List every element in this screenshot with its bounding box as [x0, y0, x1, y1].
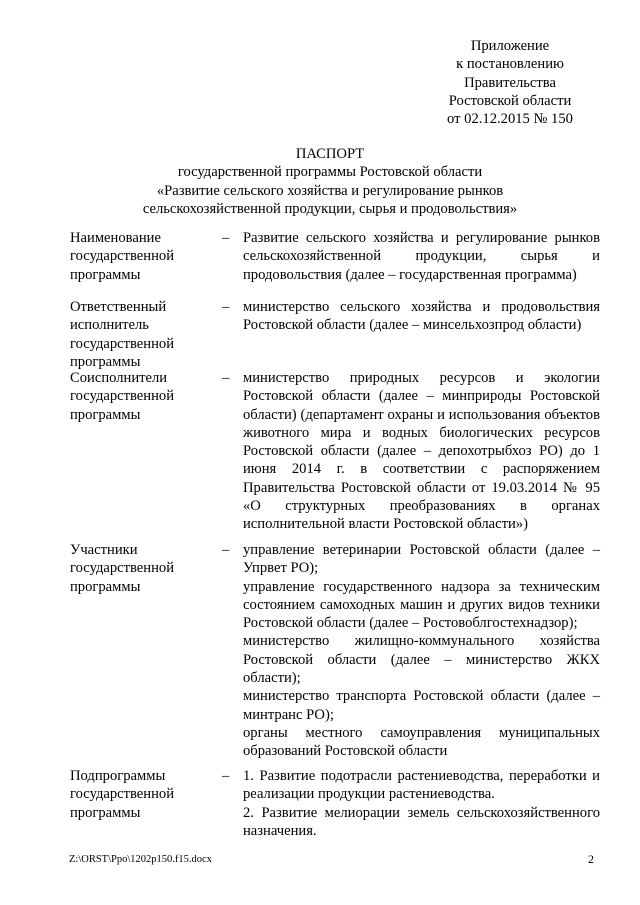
row-label-line: государственной	[70, 560, 175, 577]
appendix-header	[420, 37, 600, 128]
row-label	[70, 369, 220, 424]
row-paragraph: министерство жилищно-коммунального хозяйства Ростовской области (далее – министерство ЖКХ области);	[243, 633, 600, 687]
row-content	[243, 229, 600, 284]
row-label-line: исполнитель	[70, 317, 149, 334]
row-label-line: программы	[70, 406, 141, 423]
appendix-line: от 02.12.2015 № 150	[447, 111, 573, 128]
row-content	[243, 541, 600, 761]
row-label-line: программы	[70, 353, 141, 370]
row-paragraph: 1. Развитие подотрасли растениеводства, переработки и реализации продукции растениеводства.	[243, 768, 600, 803]
row-paragraph: 2. Развитие мелиорации земель сельскохозяйственного назначения.	[243, 804, 600, 839]
row-label-line: программы	[70, 578, 141, 595]
row-label-line: Наименование	[70, 230, 161, 246]
row-label-line: Участники	[70, 542, 138, 558]
row-label-line: государственной	[70, 335, 175, 352]
footer-file-path: Z:\ORST\Ppo\1202p150.f15.docx	[69, 854, 212, 865]
document-title	[60, 145, 600, 218]
row-paragraph: органы местного самоуправления муниципальных образований Ростовской области	[243, 724, 600, 760]
title-heading: ПАСПОРТ	[295, 146, 365, 162]
row-paragraph: управление государственного надзора за техническим состоянием самоходных машин и других видов техники Ростовской области (далее – Ростовоблгостехнадзор);	[243, 578, 600, 632]
row-label	[70, 541, 220, 596]
title-line: «Развитие сельского хозяйства и регулирование рынков	[156, 182, 504, 199]
row-label	[70, 298, 220, 371]
row-label	[70, 229, 220, 284]
row-content	[243, 369, 600, 534]
row-label-line: государственной	[70, 786, 175, 803]
page-number: 2	[588, 852, 594, 866]
row-dash: –	[222, 542, 230, 558]
appendix-line: Приложение	[470, 38, 550, 54]
row-label-line: программы	[70, 266, 141, 283]
row-paragraph: управление ветеринарии Ростовской области (далее – Упрвет РО);	[243, 542, 600, 577]
title-line: государственной программы Ростовской области	[177, 164, 483, 181]
row-paragraph: министерство природных ресурсов и экологии Ростовской области (далее – минприроды Ростовской области) (департамент охраны и использования объектов животного мира и водных биологических ресурсов Ростовской области (далее – депохотрыбхоз РО) до 1 июня 2014 г. в соответствии с распоряжением Правительства Ростовской области от 19.03.2014 № 95 «О структурных преобразованиях в органах исполнительной власти Ростовской области»)	[243, 370, 600, 533]
row-label-line: Подпрограммы	[70, 768, 166, 784]
row-label-line: Соисполнители	[70, 370, 168, 386]
appendix-line: Правительства	[464, 74, 556, 91]
row-content	[243, 298, 600, 335]
row-paragraph: министерство транспорта Ростовской области (далее – минтранс РО);	[243, 688, 600, 723]
row-label-line: государственной	[70, 388, 175, 405]
row-dash: –	[222, 768, 230, 784]
appendix-line: Ростовской области	[448, 92, 572, 109]
row-label-line: Ответственный	[70, 299, 167, 315]
row-label-line: государственной	[70, 248, 175, 265]
row-content	[243, 767, 600, 840]
row-label	[70, 767, 220, 822]
row-paragraph: Развитие сельского хозяйства и регулирование рынков сельскохозяйственной продукции, сырья и продовольствия (далее – государственная программа)	[243, 230, 600, 283]
row-dash: –	[222, 230, 230, 246]
row-dash: –	[222, 370, 230, 386]
row-paragraph: министерство сельского хозяйства и продовольствия Ростовской области (далее – минсельхозпрод области)	[243, 299, 600, 334]
row-dash: –	[222, 299, 230, 315]
title-line: сельскохозяйственной продукции, сырья и продовольствия»	[142, 200, 518, 217]
appendix-line: к постановлению	[456, 56, 564, 73]
row-label-line: программы	[70, 804, 141, 821]
